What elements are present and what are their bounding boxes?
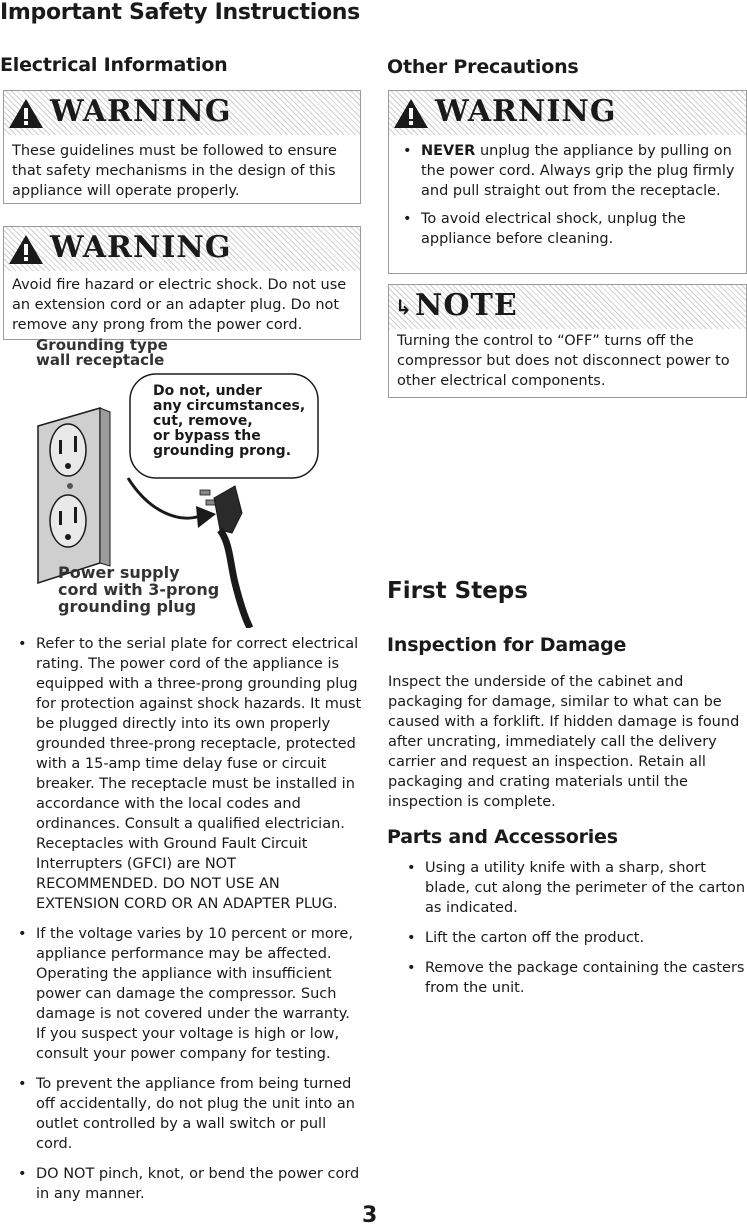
warning-box-fire-hazard: [3, 226, 361, 340]
note-box: [388, 284, 747, 398]
warning-label: WARNING: [50, 94, 232, 129]
list-item: • If the voltage varies by 10 percent or more, appliance performance may be affected. Operating the appliance with insufficient power can damage the compressor. Such damage is not covered under the warranty. If you suspect your voltage is high or low, consult your power company for testing.: [4, 924, 362, 1064]
list-item: • Lift the carton off the product.: [393, 928, 747, 948]
electrical-bullets: [4, 634, 362, 1214]
callout-line1: Do not, under: [153, 383, 262, 399]
list-item: • DO NOT pinch, knot, or bend the power cord in any manner.: [4, 1164, 362, 1204]
page-number: 3: [362, 1203, 378, 1228]
receptacle-illustration: [30, 338, 360, 628]
receptacle-label-line2: wall receptacle: [36, 351, 165, 369]
electrical-heading: Electrical Information: [0, 54, 228, 76]
warning-triangle-icon: [8, 234, 44, 265]
receptacle-label-line1: Grounding type: [36, 336, 168, 354]
list-item: [389, 141, 740, 201]
note-pointer-icon: ↳: [395, 295, 412, 319]
warning-box-guidelines: [3, 90, 361, 204]
warning-banner: [4, 91, 360, 135]
warning-box-unplug: [388, 90, 747, 274]
other-precautions-heading: Other Precautions: [387, 56, 579, 78]
arrow-head-icon: [196, 506, 216, 528]
first-steps-heading: First Steps: [387, 578, 528, 604]
parts-bullets: [393, 858, 747, 1008]
list-item: • To prevent the appliance from being turned off accidentally, do not plug the unit into an outlet controlled by a wall switch or pull cord.: [4, 1074, 362, 1154]
wall-outlet-plate: [38, 408, 110, 583]
page-title: Important Safety Instructions: [0, 0, 360, 25]
warning-label: WARNING: [435, 94, 617, 129]
list-item: • Using a utility knife with a sharp, short blade, cut along the perimeter of the carton as indicated.: [393, 858, 747, 918]
inspection-heading: Inspection for Damage: [387, 634, 627, 656]
inspection-text: Inspect the underside of the cabinet and packaging for damage, similar to what can be caused with a forklift. If hidden damage is found after uncrating, immediately call the delivery carrier and request an inspection. Retain all packaging and crating materials until the inspection is complete.: [388, 674, 740, 810]
warning-label: WARNING: [50, 230, 232, 265]
warning-text: Avoid fire hazard or electric shock. Do not use an extension cord or an adapter plug. Do not remove any prong from the power cord.: [12, 277, 347, 333]
callout-line5: grounding prong.: [153, 443, 292, 459]
cord-label-line2: cord with 3-prong: [58, 580, 220, 599]
note-text: Turning the control to “OFF” turns off the compressor but does not disconnect power to other electrical components.: [397, 333, 730, 389]
arrow-line: [128, 478, 200, 518]
note-label: NOTE: [415, 288, 518, 323]
note-banner: [389, 285, 746, 329]
warning-triangle-icon: [8, 98, 44, 129]
callout-line2: any circumstances,: [153, 398, 306, 414]
callout-line3: cut, remove,: [153, 413, 253, 429]
callout-line4: or bypass the: [153, 428, 261, 444]
cord-label-line3: grounding plug: [58, 597, 197, 616]
list-item: • To avoid electrical shock, unplug the appliance before cleaning.: [389, 209, 740, 249]
bullet-text: unplug the appliance by pulling on the power cord. Always grip the plug firmly and pull straight out from the receptacle.: [421, 143, 735, 199]
never-emphasis: NEVER: [421, 143, 476, 159]
warning-triangle-icon: [393, 98, 429, 129]
warning-banner: [389, 91, 746, 135]
warning-text: These guidelines must be followed to ensure that safety mechanisms in the design of this appliance will operate properly.: [12, 143, 337, 199]
list-item: • Remove the package containing the casters from the unit.: [393, 958, 747, 998]
cord-label-line1: Power supply: [58, 563, 180, 582]
parts-heading: Parts and Accessories: [387, 826, 618, 848]
warning-banner: [4, 227, 360, 271]
list-item: • Refer to the serial plate for correct electrical rating. The power cord of the appliance is equipped with a three-prong grounding plug for protection against shock hazards. It must be plugged directly into its own properly grounded three-prong receptacle, protected with a 15-amp time delay fuse or circuit breaker. The receptacle must be installed in accordance with the local codes and ordinances. Consult a qualified electrician. Receptacles with Ground Fault Circuit Interrupters (GFCI) are NOT RECOMMENDED. DO NOT USE AN EXTENSION CORD OR AN ADAPTER PLUG.: [4, 634, 362, 914]
